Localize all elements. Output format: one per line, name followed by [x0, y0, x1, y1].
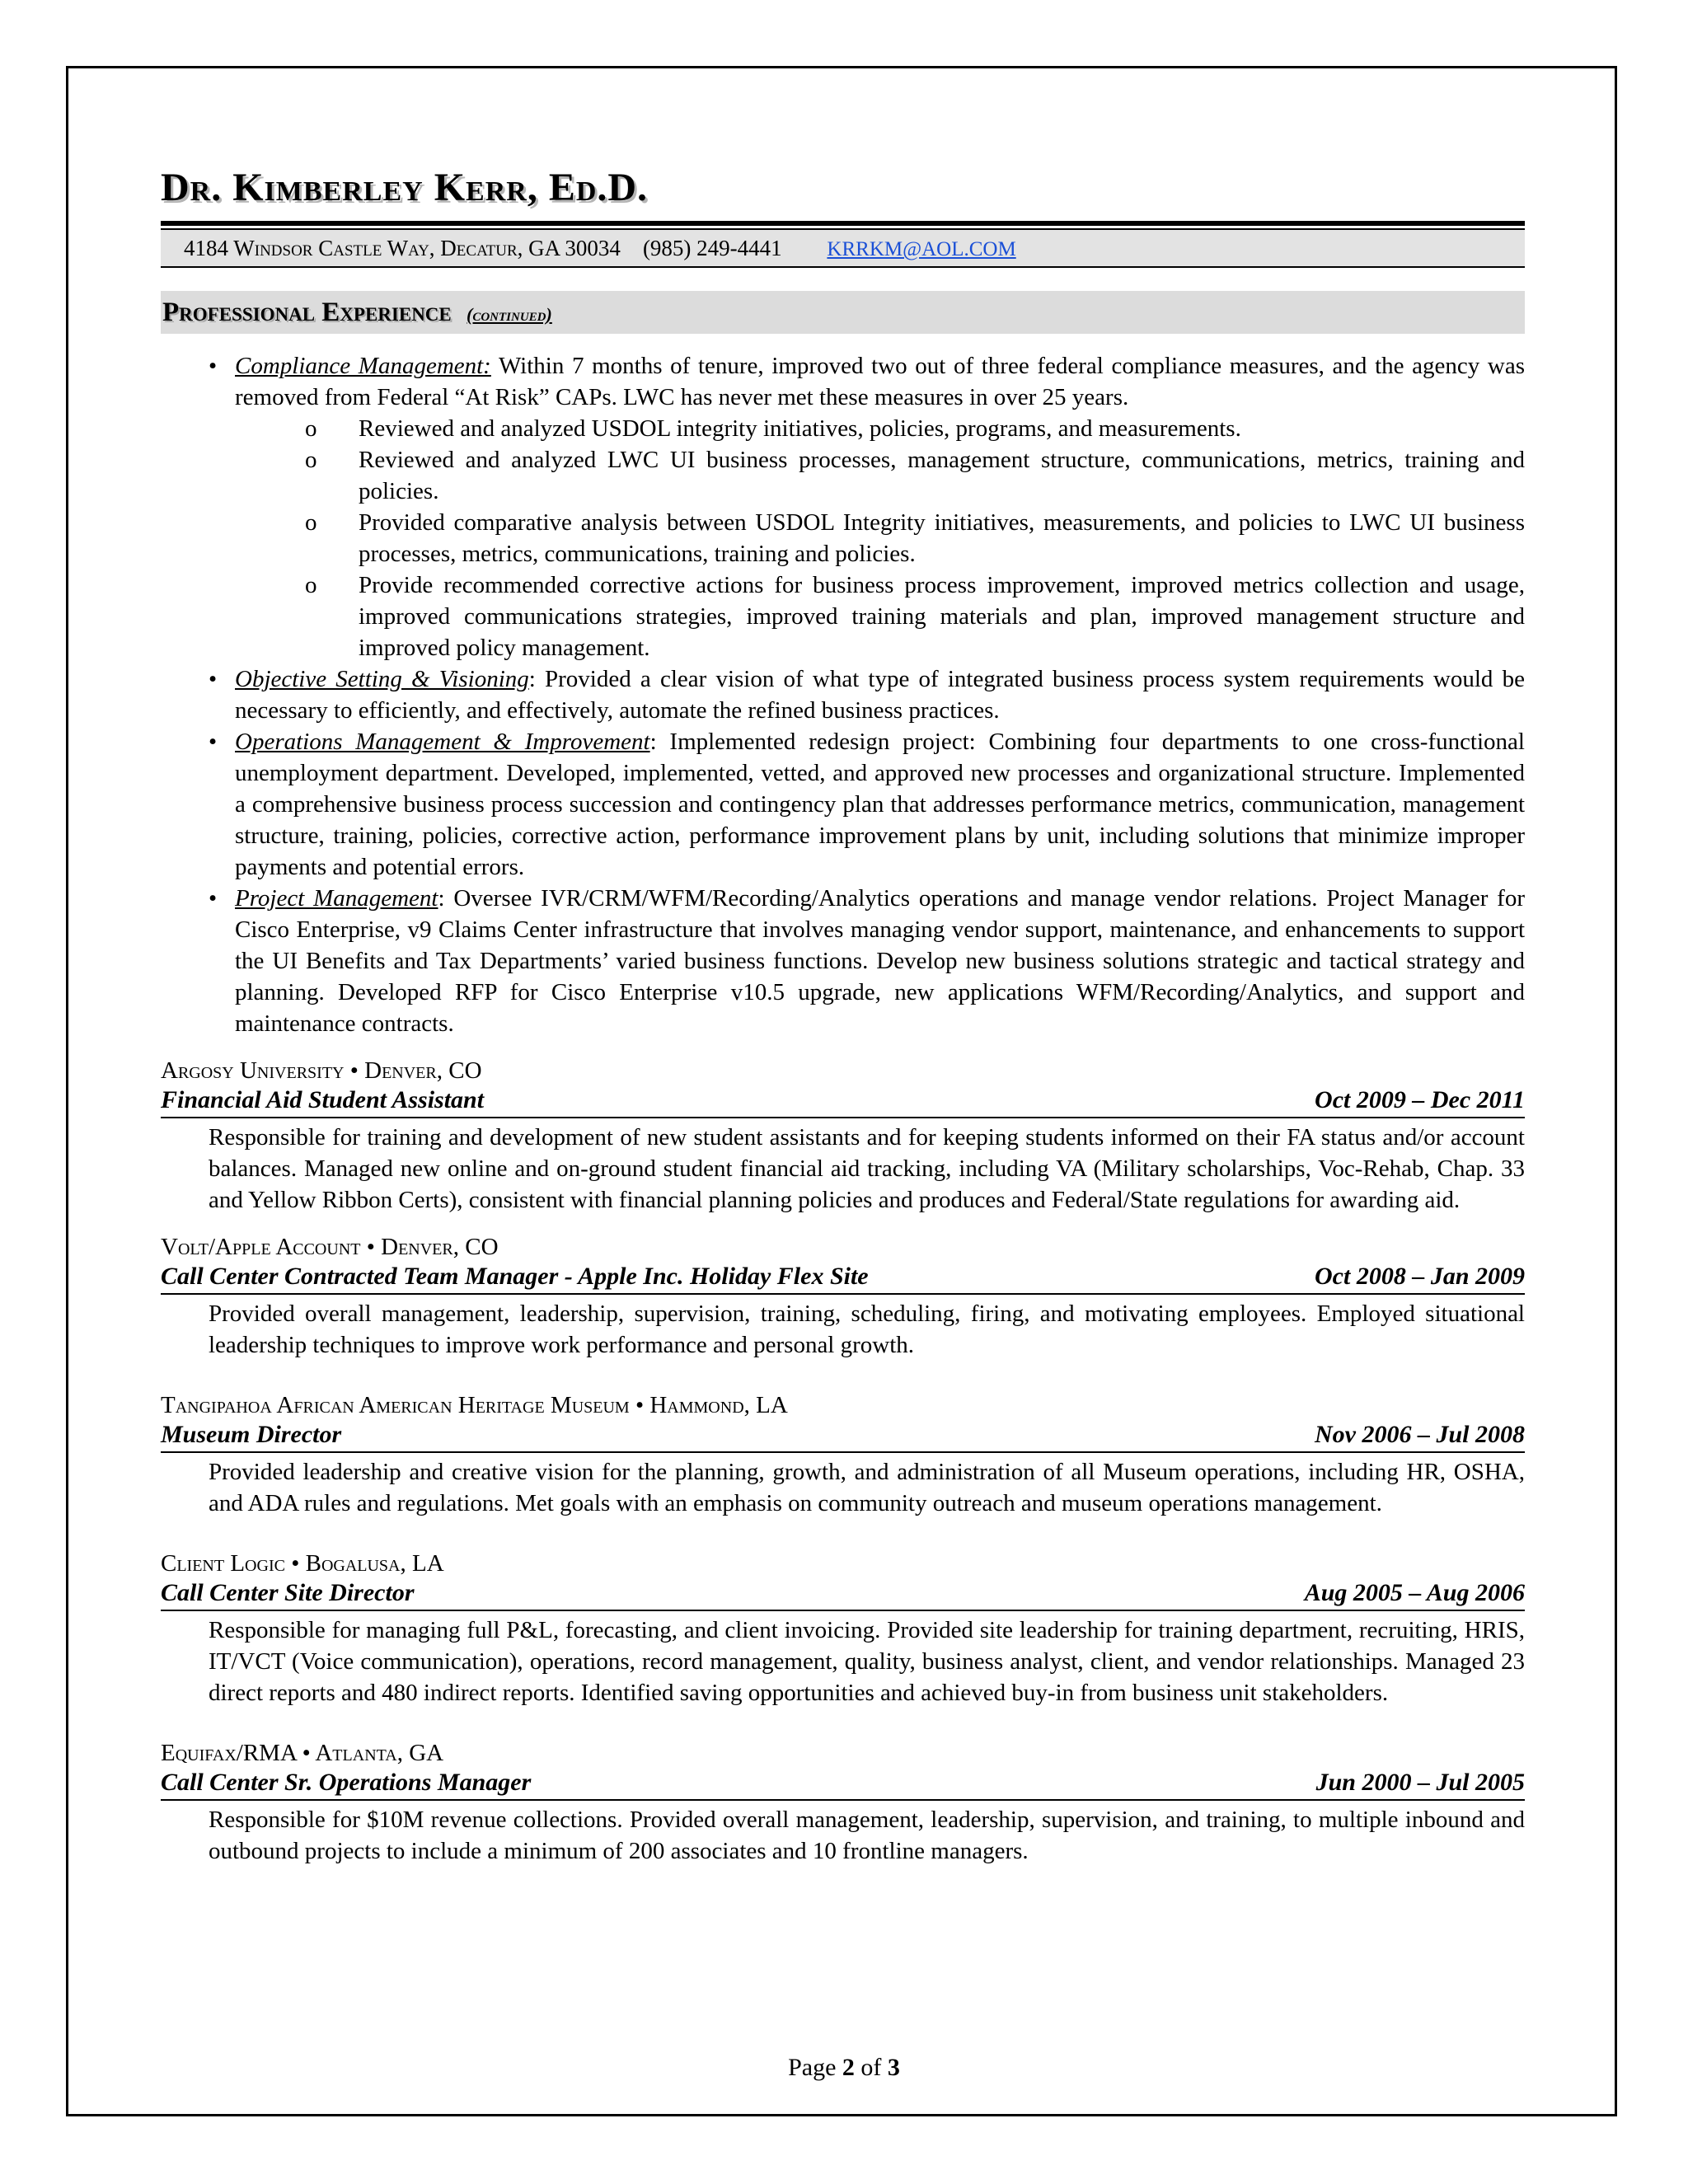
job-entry	[161, 1738, 1525, 1867]
bullet-operations	[161, 726, 1525, 883]
job-title-row	[161, 1262, 1525, 1295]
job-dates: Jun 2000 – Jul 2005	[1315, 1769, 1525, 1796]
job-description: Responsible for $10M revenue collections. Provided overall management, leadership, supervision, and training, to multiple inbound and outbound projects to include a minimum of 200 associates and 10 frontline managers.	[209, 1807, 1525, 1864]
bullet-project	[161, 883, 1525, 1039]
sub-bullet: o Provide recommended corrective actions for business process improvement, improved metrics collection and usage, improved communications strategies, improved training materials and plan, improved management structure and improved policy management.	[235, 569, 1525, 663]
sub-bullet: o Provided comparative analysis between USDOL Integrity initiatives, measurements, and policies to LWC UI business processes, metrics, communications, training and policies.	[235, 507, 1525, 569]
job-title-row	[161, 1578, 1525, 1611]
job-employer: Argosy University • Denver, CO	[161, 1057, 482, 1084]
job-employer: Tangipahoa African American Heritage Museum • Hammond, LA	[161, 1392, 788, 1418]
bullet-keyword: Objective Setting & Visioning	[235, 666, 529, 692]
address: 4184 Windsor Castle Way, Decatur, GA 30034	[184, 236, 621, 260]
bullet-objective	[161, 663, 1525, 726]
job-title: Call Center Contracted Team Manager - Apple Inc. Holiday Flex Site	[161, 1263, 869, 1290]
job-title-row	[161, 1420, 1525, 1453]
email-link[interactable]: KRRKM@AOL.COM	[827, 238, 1016, 260]
job-title-row	[161, 1085, 1525, 1118]
page-number	[0, 2054, 1688, 2082]
section-heading	[161, 291, 1525, 334]
sub-bullets	[235, 413, 1525, 663]
sub-bullet: o Reviewed and analyzed USDOL integrity initiatives, policies, programs, and measurements.	[235, 413, 1525, 444]
sub-bullet: o Reviewed and analyzed LWC UI business processes, management structure, communications, metrics, training and policies.	[235, 444, 1525, 507]
job-title: Financial Aid Student Assistant	[161, 1086, 485, 1113]
job-dates: Oct 2009 – Dec 2011	[1315, 1086, 1525, 1113]
job-description: Provided overall management, leadership, supervision, training, scheduling, firing, and motivating employees. Employed situational leadership techniques to improve work performance and personal growth.	[209, 1301, 1525, 1358]
bullet-keyword: Project Management	[235, 885, 438, 912]
job-description: Responsible for managing full P&L, forecasting, and client invoicing. Provided site leadership for training department, recruiting, HRIS, IT/VCT (Voice communication), operations, record management, quality, business analyst, client, and vendor relationships. Managed 23 direct reports and 480 indirect reports. Identified saving opportunities and achieved buy-in from business unit stakeholders.	[209, 1617, 1525, 1706]
bullet-keyword: Compliance Management:	[235, 353, 491, 379]
page-current: 2	[842, 2054, 855, 2081]
bullet-keyword: Operations Management & Improvement	[235, 729, 650, 755]
page-prefix: Page	[788, 2054, 837, 2081]
bullet-text: : Provided a clear vision of what type of integrated business process system requirements would be necessary to efficiently, and effectively, automate the refined business practices.	[235, 666, 1525, 724]
job-employer: Client Logic • Bogalusa, LA	[161, 1550, 444, 1577]
candidate-name: Dr. Kimberley Kerr, Ed.D.	[161, 166, 649, 209]
job-entry	[161, 1549, 1525, 1708]
section-title: Professional Experience	[162, 298, 452, 327]
bullet-text: : Oversee IVR/CRM/WFM/Recording/Analytics operations and manage vendor relations. Project Manager for Cisco Enterprise, v9 Claims Center infrastructure that involves managing vendor support, maintenance, and enhancements to support the UI Benefits and Tax Departments’ varied business functions. Develop new business solutions strategic and tactical strategy and planning. Developed RFP for Cisco Enterprise v10.5 upgrade, new applications WFM/Recording/Analytics, and support and maintenance contracts.	[235, 885, 1525, 1037]
job-employer: Volt/Apple Account • Denver, CO	[161, 1234, 499, 1260]
bullet-compliance	[161, 350, 1525, 663]
header-rule-thick	[161, 221, 1525, 226]
phone: (985) 249-4441	[642, 236, 782, 260]
job-entry	[161, 1390, 1525, 1519]
section-continued: (continued)	[467, 304, 552, 325]
job-title-row	[161, 1768, 1525, 1801]
job-description: Responsible for training and development of new student assistants and for keeping students informed on their FA status and/or account balances. Managed new online and on-ground student financial aid tracking, including VA (Military scholarships, Voc-Rehab, Chap. 33 and Yellow Ribbon Certs), consistent with financial planning policies and produces and Federal/State regulations for awarding aid.	[209, 1124, 1525, 1213]
job-title: Call Center Sr. Operations Manager	[161, 1769, 532, 1796]
job-description: Provided leadership and creative vision for the planning, growth, and administration of all Museum operations, including HR, OSHA, and ADA rules and regulations. Met goals with an emphasis on community outreach and museum operations management.	[209, 1459, 1525, 1516]
experience-bullets	[161, 350, 1525, 1039]
job-entry	[161, 1056, 1525, 1216]
job-title: Museum Director	[161, 1421, 342, 1448]
page-total: 3	[887, 2054, 900, 2081]
job-dates: Oct 2008 – Jan 2009	[1315, 1263, 1525, 1290]
bullet-text: Within 7 months of tenure, improved two out of three federal compliance measures, and the agency was removed from Federal “At Risk” CAPs. LWC has never met these measures in over 25 years.	[235, 353, 1525, 410]
page-of: of	[860, 2054, 882, 2081]
job-dates: Nov 2006 – Jul 2008	[1315, 1421, 1525, 1448]
job-dates: Aug 2005 – Aug 2006	[1304, 1579, 1525, 1606]
bullet-text: : Implemented redesign project: Combining four departments to one cross-functional unemployment department. Developed, implemented, vetted, and approved new processes and organizational structure. Implemented a comprehensive business process succession and contingency plan that addresses performance metrics, communication, management structure, training, policies, corrective action, performance improvement plans by unit, including solutions that minimize improper payments and potential errors.	[235, 729, 1525, 880]
job-employer: Equifax/RMA • Atlanta, GA	[161, 1740, 444, 1766]
contact-bar	[161, 230, 1525, 268]
resume-page	[161, 165, 1525, 1867]
job-title: Call Center Site Director	[161, 1579, 415, 1606]
job-entry	[161, 1232, 1525, 1361]
